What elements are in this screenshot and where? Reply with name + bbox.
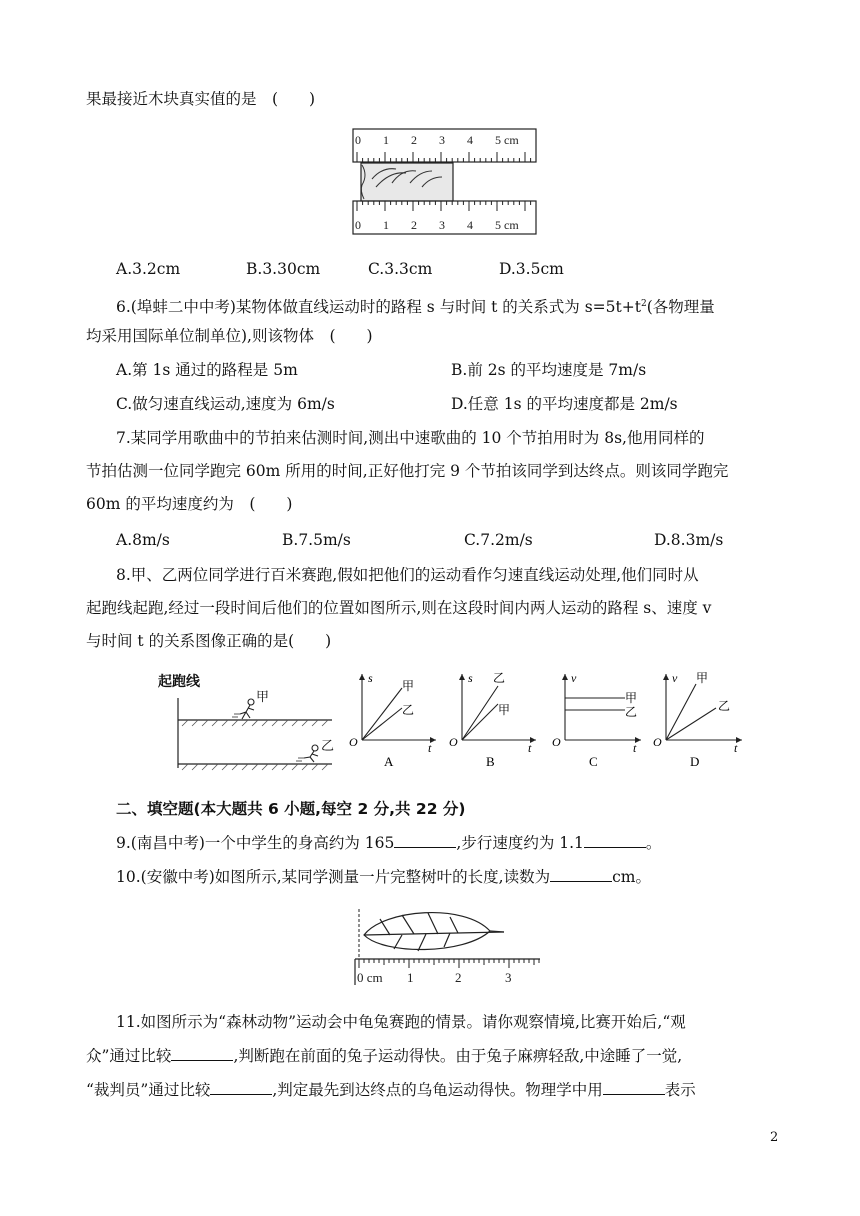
graph-a-axis-s: s: [368, 671, 373, 685]
ruler-bottom-label: 2: [411, 218, 417, 232]
graph-d-yi: 乙: [718, 699, 731, 713]
graph-a-label: A: [384, 754, 394, 769]
ruler-bottom-label: 4: [467, 218, 473, 232]
q11-line3c: 表示: [664, 1081, 696, 1099]
graph-b-yi: 乙: [493, 671, 506, 685]
ruler-bottom-label: 5 cm: [495, 218, 519, 232]
q7-line1: 7.某同学用歌曲中的节拍来估测时间,测出中速歌曲的 10 个节拍用时为 8s,他用同样的: [116, 429, 705, 447]
graph-d-axis-v: v: [672, 671, 678, 685]
start-line-label: 起跑线: [158, 675, 200, 690]
graph-b-label: B: [486, 754, 495, 769]
q11-blank-2[interactable]: [210, 1080, 272, 1095]
q6-option-a: A.第 1s 通过的路程是 5m: [116, 361, 298, 379]
q6-line1: [116, 294, 715, 317]
graph-c: [552, 671, 641, 769]
ruler-top-label: 0: [355, 133, 361, 147]
q7-option-a: A.8m/s: [116, 531, 170, 549]
q5-option-b: B.3.30cm: [246, 260, 321, 278]
runner-jia-icon: [232, 699, 254, 719]
leaf-ruler-label: 1: [407, 970, 414, 985]
graph-d-jia: 甲: [696, 671, 709, 685]
q5-option-c: C.3.3cm: [368, 260, 433, 278]
wood-block: [361, 163, 453, 201]
q6-line1b: (各物理量: [646, 298, 715, 317]
q10-blank[interactable]: [550, 867, 612, 882]
runner-yi-label: 乙: [321, 738, 335, 753]
graph-c-axis-v: v: [571, 671, 577, 685]
graph-b-jia: 甲: [498, 703, 511, 717]
leaf-ruler-label: 3: [505, 970, 512, 985]
q9-blank-1[interactable]: [394, 833, 456, 848]
q11-blank-1[interactable]: [171, 1046, 233, 1061]
graph-c-origin: O: [552, 735, 561, 749]
graph-d-origin: O: [653, 735, 662, 749]
graph-a: [349, 671, 436, 769]
q11-line1: 11.如图所示为“森林动物”运动会中龟兔赛跑的情景。请你观察情境,比赛开始后,“观: [116, 1013, 686, 1031]
q11-line3: [86, 1080, 696, 1100]
graph-b-axis-t: t: [528, 741, 532, 755]
leaf-ruler-figure: [354, 905, 542, 987]
graph-a-origin: O: [349, 735, 358, 749]
q9-b: ,步行速度约为 1.1: [456, 834, 584, 852]
q8-line2: 起跑线起跑,经过一段时间后他们的位置如图所示,则在这段时间内两人运动的路程 s、速度 v: [86, 599, 712, 617]
q9-a: 9.(南昌中考)一个中学生的身高约为 165: [116, 834, 395, 852]
page-number: 2: [770, 1130, 779, 1145]
ruler-bottom-label: 3: [439, 218, 445, 232]
q6-line1a: 6.(埠蚌二中中考)某物体做直线运动时的路程 s 与时间 t 的关系式为 s=5t+t: [116, 298, 641, 317]
section-2-title: 二、填空题(本大题共 6 小题,每空 2 分,共 22 分): [116, 800, 466, 818]
ruler-top-label: 4: [467, 133, 473, 147]
graph-c-label: C: [589, 754, 598, 769]
q9-blank-2[interactable]: [584, 833, 646, 848]
runner-yi-icon: [296, 745, 318, 762]
leaf-ruler-label: 2: [455, 970, 462, 985]
ruler-top-label: 2: [411, 133, 417, 147]
graph-b-axis-s: s: [468, 671, 473, 685]
q7-option-c: C.7.2m/s: [464, 531, 533, 549]
q11-line3a: “裁判员”通过比较: [86, 1081, 211, 1099]
q9-line: [116, 833, 661, 853]
q8-line1: 8.甲、乙两位同学进行百米赛跑,假如把他们的运动看作匀速直线运动处理,他们同时从: [116, 566, 699, 584]
q5-option-a: A.3.2cm: [116, 260, 181, 278]
q5-tail: 果最接近木块真实值的是 ( ): [86, 90, 316, 108]
graph-d-axis-t: t: [734, 741, 738, 755]
wood-block-ruler-figure: [352, 127, 538, 237]
leaf-ruler-label: 0 cm: [357, 970, 383, 985]
graph-b-origin: O: [449, 735, 458, 749]
q5-option-d: D.3.5cm: [499, 260, 564, 278]
runner-jia-label: 甲: [256, 689, 270, 704]
ruler-top-label: 3: [439, 133, 445, 147]
graph-d-label: D: [690, 754, 700, 769]
q10-a: 10.(安徽中考)如图所示,某同学测量一片完整树叶的长度,读数为: [116, 868, 551, 886]
ruler-top-label: 5 cm: [495, 133, 519, 147]
q9-c: 。: [645, 834, 662, 852]
q11-line2b: ,判断跑在前面的兔子运动得快。由于兔子麻痹轻敌,中途睡了一觉,: [233, 1047, 683, 1065]
graph-c-jia: 甲: [625, 691, 638, 705]
q11-line2: [86, 1046, 682, 1066]
q6-option-b: B.前 2s 的平均速度是 7m/s: [451, 361, 647, 379]
graph-a-yi: 乙: [402, 703, 415, 717]
q11-line2a: 众”通过比较: [86, 1047, 172, 1065]
q8-line3: 与时间 t 的关系图像正确的是( ): [86, 632, 332, 650]
q6-line2: 均采用国际单位制单位),则该物体 ( ): [86, 327, 373, 345]
ruler-bottom-label: 0: [355, 218, 361, 232]
q10-b: cm。: [612, 868, 651, 886]
graph-a-axis-t: t: [428, 741, 432, 755]
q11-blank-3[interactable]: [603, 1080, 665, 1095]
q7-line2: 节拍估测一位同学跑完 60m 所用的时间,正好他打完 9 个节拍该同学到达终点。则该同学跑完: [86, 462, 729, 480]
graph-b: [449, 671, 536, 769]
graph-a-jia: 甲: [402, 679, 415, 693]
race-figure: [156, 668, 746, 778]
q6-sup: 2: [640, 299, 647, 309]
q7-option-d: D.8.3m/s: [654, 531, 724, 549]
q10-line: [116, 867, 651, 887]
q7-line3: 60m 的平均速度约为 ( ): [86, 495, 293, 513]
ruler-bottom-label: 1: [383, 218, 389, 232]
graph-c-axis-t: t: [633, 741, 637, 755]
q6-option-d: D.任意 1s 的平均速度都是 2m/s: [451, 395, 678, 413]
q11-line3b: ,判定最先到达终点的乌龟运动得快。物理学中用: [272, 1081, 603, 1099]
q7-option-b: B.7.5m/s: [282, 531, 351, 549]
graph-c-yi: 乙: [625, 705, 638, 719]
q6-option-c: C.做匀速直线运动,速度为 6m/s: [116, 395, 335, 413]
ruler-top-label: 1: [383, 133, 389, 147]
graph-d: [653, 671, 742, 769]
leaf-icon: [364, 913, 504, 951]
